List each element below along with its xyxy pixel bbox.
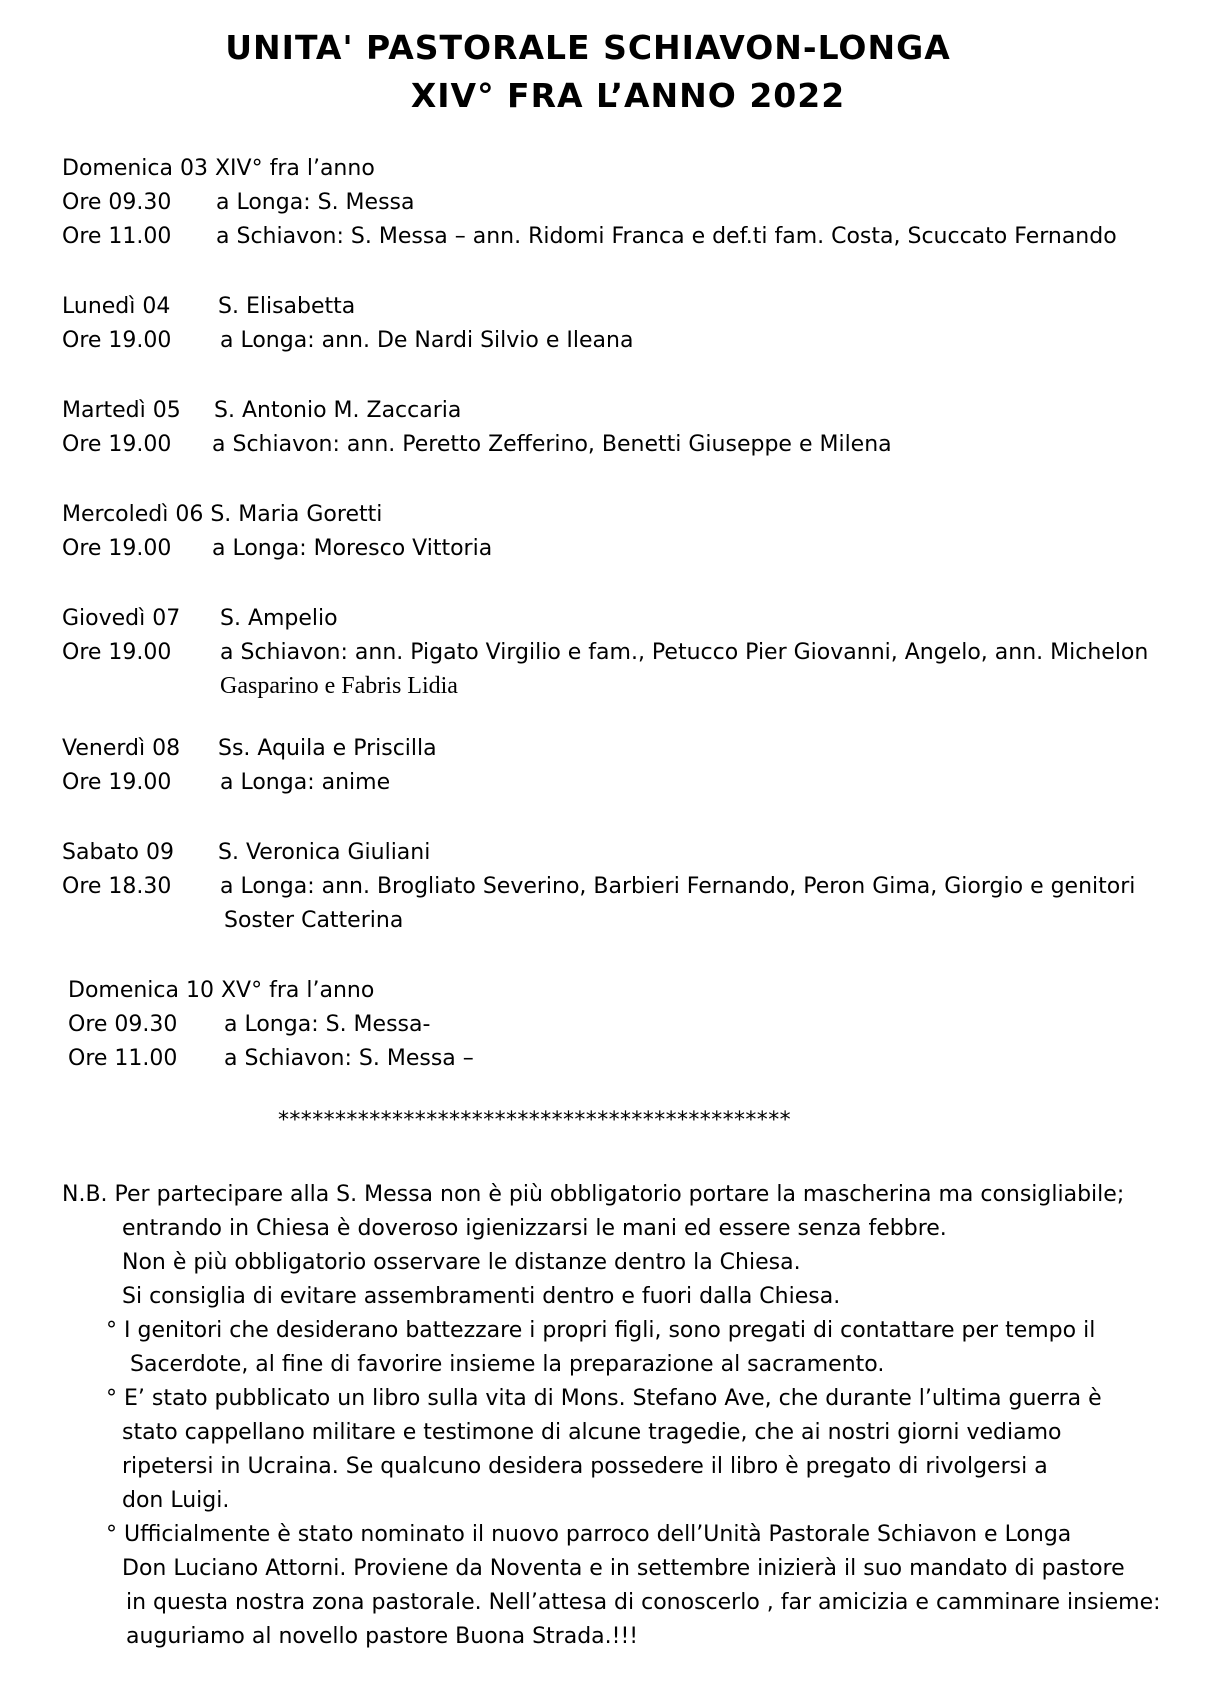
mass-time: Ore 09.30 [62, 190, 172, 215]
mass-time: Ore 11.00 [62, 224, 172, 249]
note-bullet-line: ° E’ stato pubblicato un libro sulla vita di Mons. Stefano Ave, che durante l’ultima guerra è [106, 1386, 1102, 1411]
page-title-line-2: XIV° FRA L’ANNO 2022 [410, 76, 846, 115]
mass-time: Ore 11.00 [68, 1046, 178, 1071]
note-line: don Luigi. [122, 1488, 230, 1513]
note-line: in questa nostra zona pastorale. Nell’attesa di conoscerlo , far amicizia e camminare insieme: [126, 1590, 1161, 1615]
day-heading: Domenica 10 XV° fra l’anno [68, 978, 375, 1003]
mass-time: Ore 19.00 [62, 770, 172, 795]
note-line: Sacerdote, al fine di favorire insieme la preparazione al sacramento. [130, 1352, 885, 1377]
mass-time: Ore 19.00 [62, 328, 172, 353]
mass-time: Ore 19.00 [62, 640, 172, 665]
note-line: Non è più obbligatorio osservare le distanze dentro la Chiesa. [122, 1250, 801, 1275]
note-line: Don Luciano Attorni. Proviene da Noventa e in settembre inizierà il suo mandato di pastore [122, 1556, 1125, 1581]
mass-time: Ore 19.00 [62, 536, 172, 561]
day-heading: Mercoledì 06 S. Maria Goretti [62, 502, 383, 527]
saint-name: Ss. Aquila e Priscilla [218, 736, 437, 761]
mass-detail: a Schiavon: S. Messa – [224, 1046, 474, 1071]
saint-name: S. Ampelio [220, 606, 338, 631]
mass-time: Ore 18.30 [62, 874, 172, 899]
mass-detail: a Schiavon: ann. Pigato Virgilio e fam., Petucco Pier Giovanni, Angelo, ann. Michelon [220, 640, 1149, 665]
saint-name: S. Antonio M. Zaccaria [214, 398, 462, 423]
mass-time: Ore 09.30 [68, 1012, 178, 1037]
mass-detail: a Schiavon: S. Messa – ann. Ridomi Franca e def.ti fam. Costa, Scuccato Fernando [216, 224, 1117, 249]
day-label: Sabato 09 [62, 840, 174, 865]
mass-detail-continuation: Gasparino e Fabris Lidia [220, 673, 458, 699]
mass-detail: a Longa: Moresco Vittoria [212, 536, 493, 561]
mass-detail: a Schiavon: ann. Peretto Zefferino, Benetti Giuseppe e Milena [212, 432, 892, 457]
note-line: ripetersi in Ucraina. Se qualcuno desidera possedere il libro è pregato di rivolgersi a [122, 1454, 1048, 1479]
mass-detail: a Longa: S. Messa [216, 190, 415, 215]
note-line: stato cappellano militare e testimone di alcune tragedie, che ai nostri giorni vediamo [122, 1420, 1062, 1445]
note-line: Si consiglia di evitare assembramenti dentro e fuori dalla Chiesa. [122, 1284, 841, 1309]
mass-time: Ore 19.00 [62, 432, 172, 457]
mass-detail: a Longa: anime [220, 770, 391, 795]
day-label: Giovedì 07 [62, 606, 181, 631]
separator-stars: ********************************************* [278, 1108, 791, 1133]
note-bullet-line: ° Ufficialmente è stato nominato il nuovo parroco dell’Unità Pastorale Schiavon e Longa [106, 1522, 1072, 1547]
day-label: Venerdì 08 [62, 736, 181, 761]
note-line: auguriamo al novello pastore Buona Strada.!!! [126, 1624, 639, 1649]
note-line: N.B. Per partecipare alla S. Messa non è più obbligatorio portare la mascherina ma consigliabile; [62, 1182, 1125, 1207]
day-heading: Domenica 03 XIV° fra l’anno [62, 156, 375, 181]
note-bullet-line: ° I genitori che desiderano battezzare i propri figli, sono pregati di contattare per tempo il [106, 1318, 1096, 1343]
note-line: entrando in Chiesa è doveroso igienizzarsi le mani ed essere senza febbre. [122, 1216, 947, 1241]
mass-detail-continuation: Soster Catterina [224, 908, 404, 933]
saint-name: S. Veronica Giuliani [218, 840, 431, 865]
mass-detail: a Longa: S. Messa- [224, 1012, 431, 1037]
mass-detail: a Longa: ann. De Nardi Silvio e Ileana [220, 328, 634, 353]
page-title-line-1: UNITA' PASTORALE SCHIAVON-LONGA [225, 28, 951, 67]
day-label: Martedì 05 [62, 398, 181, 423]
mass-detail: a Longa: ann. Brogliato Severino, Barbieri Fernando, Peron Gima, Giorgio e genitori [220, 874, 1136, 899]
day-label: Lunedì 04 [62, 294, 171, 319]
saint-name: S. Elisabetta [218, 294, 356, 319]
